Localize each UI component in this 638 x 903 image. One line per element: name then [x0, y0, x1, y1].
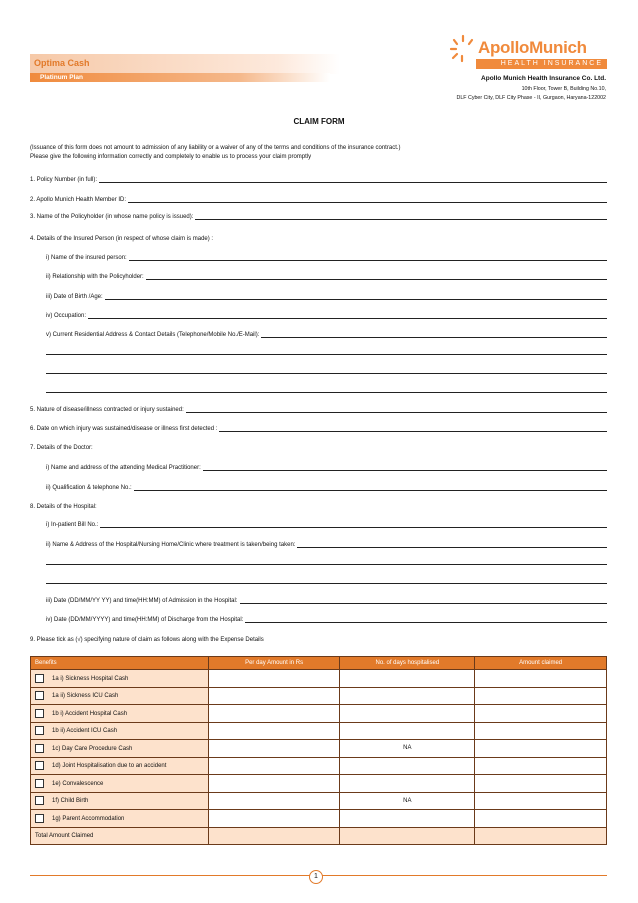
checkbox-icon[interactable] — [35, 761, 44, 770]
days-cell[interactable] — [340, 775, 475, 793]
admission-date-field[interactable] — [46, 594, 607, 604]
hospital-name-line[interactable] — [297, 540, 607, 548]
hospital-details-heading — [30, 500, 97, 510]
doctor-qualification-field[interactable] — [46, 481, 607, 491]
doctor-name-field[interactable] — [46, 461, 607, 471]
per-day-amount-cell[interactable] — [208, 810, 340, 828]
address-contact-label: v) Current Residential Address & Contact Details (Telephone/Mobile No./E-Mail): — [46, 332, 260, 338]
total-cell-1 — [208, 827, 340, 845]
total-amount-cell[interactable] — [475, 827, 607, 845]
table-row — [31, 792, 607, 810]
company-name: Apollo Munich Health Insurance Co. Ltd. — [481, 75, 606, 82]
occupation-label: iv) Occupation: — [46, 313, 87, 319]
address-line-1: 10th Floor, Tower B, Building No.10, — [521, 86, 606, 92]
nature-illness-field[interactable] — [30, 403, 607, 413]
table-row — [31, 687, 607, 705]
policyholder-name-field[interactable] — [30, 210, 607, 220]
hospital-blank-line-2[interactable] — [46, 583, 607, 584]
policy-number-label: 1. Policy Number (in full): — [30, 177, 98, 183]
dob-age-line[interactable] — [105, 292, 607, 300]
injury-date-field[interactable] — [30, 422, 607, 432]
policyholder-name-line[interactable] — [195, 212, 607, 220]
plan-band — [30, 73, 330, 82]
bill-number-field[interactable] — [46, 518, 607, 528]
benefit-label: 1g) Parent Accommodation — [52, 815, 125, 822]
plan-name: Platinum Plan — [40, 74, 83, 81]
address-contact-line[interactable] — [261, 330, 607, 338]
total-cell-2 — [340, 827, 475, 845]
benefit-label: 1b ii) Accident ICU Cash — [52, 728, 118, 735]
days-cell[interactable] — [340, 687, 475, 705]
table-row — [31, 810, 607, 828]
amount-claimed-cell[interactable] — [475, 687, 607, 705]
benefit-label: 1b i) Accident Hospital Cash — [52, 710, 128, 717]
injury-date-line[interactable] — [219, 424, 607, 432]
relationship-line[interactable] — [146, 272, 607, 280]
checkbox-icon[interactable] — [35, 796, 44, 805]
insured-details-heading — [30, 232, 213, 242]
product-name: Optima Cash — [34, 58, 90, 68]
col-benefits: Benefits — [31, 657, 209, 670]
benefit-cell[interactable] — [31, 792, 209, 810]
discharge-date-field[interactable] — [46, 613, 607, 623]
table-row — [31, 705, 607, 723]
per-day-amount-cell[interactable] — [208, 757, 340, 775]
per-day-amount-cell[interactable] — [208, 687, 340, 705]
injury-date-label: 6. Date on which injury was sustained/disease or illness first detected : — [30, 426, 218, 432]
hospital-details-label: 8. Details of the Hospital: — [30, 504, 97, 510]
address-blank-line-2[interactable] — [46, 373, 607, 374]
nature-illness-line[interactable] — [186, 405, 607, 413]
days-cell[interactable] — [340, 705, 475, 723]
amount-claimed-cell[interactable] — [475, 670, 607, 688]
per-day-amount-cell[interactable] — [208, 740, 340, 758]
benefit-cell[interactable] — [31, 722, 209, 740]
insured-name-line[interactable] — [129, 253, 607, 261]
admission-date-line[interactable] — [240, 596, 608, 604]
occupation-field[interactable] — [46, 309, 607, 319]
checkbox-icon[interactable] — [35, 709, 44, 718]
benefit-label: 1e) Convalescence — [52, 780, 104, 787]
form-title: CLAIM FORM — [293, 117, 345, 126]
member-id-label: 2. Apollo Munich Health Member ID: — [30, 197, 127, 203]
days-cell[interactable] — [340, 757, 475, 775]
benefit-cell[interactable] — [31, 687, 209, 705]
checkbox-icon[interactable] — [35, 779, 44, 788]
table-row — [31, 722, 607, 740]
checkbox-icon[interactable] — [35, 744, 44, 753]
table-row — [31, 670, 607, 688]
apollo-sun-logo-icon — [448, 32, 478, 64]
table-row — [31, 740, 607, 758]
doctor-details-heading — [30, 441, 93, 451]
col-days-hospitalised: No. of days hospitalised — [340, 657, 475, 670]
hospital-name-field[interactable] — [46, 538, 607, 548]
discharge-date-line[interactable] — [245, 615, 607, 623]
doctor-details-label: 7. Details of the Doctor: — [30, 445, 93, 451]
expense-table — [30, 656, 607, 845]
hospital-name-label: ii) Name & Address of the Hospital/Nursing Home/Clinic where treatment is taken/being taken: — [46, 542, 296, 548]
note-line-1: (Issuance of this form does not amount to admission of any liability or a waiver of any of the terms and conditions of the insurance contract.) — [30, 145, 401, 151]
benefit-cell[interactable] — [31, 670, 209, 688]
col-amount-claimed: Amount claimed — [475, 657, 607, 670]
claim-nature-heading — [30, 633, 264, 643]
per-day-amount-cell[interactable] — [208, 792, 340, 810]
doctor-qualification-line[interactable] — [134, 483, 607, 491]
bill-number-label: i) In-patient Bill No.: — [46, 522, 99, 528]
amount-claimed-cell[interactable] — [475, 705, 607, 723]
occupation-line[interactable] — [88, 311, 607, 319]
total-row — [31, 827, 607, 845]
table-header-row — [31, 657, 607, 670]
policy-number-line[interactable] — [99, 175, 607, 183]
table-row — [31, 775, 607, 793]
benefit-cell[interactable] — [31, 775, 209, 793]
amount-claimed-cell[interactable] — [475, 757, 607, 775]
benefit-label: 1f) Child Birth — [52, 798, 89, 805]
logo-wordmark: ApolloMunich — [478, 38, 587, 57]
checkbox-icon[interactable] — [35, 726, 44, 735]
total-label: Total Amount Claimed — [31, 827, 209, 845]
relationship-field[interactable] — [46, 270, 607, 280]
days-cell[interactable]: NA — [340, 740, 475, 758]
insured-name-label: i) Name of the insured person: — [46, 255, 127, 261]
benefit-label: 1a i) Sickness Hospital Cash — [52, 675, 129, 682]
relationship-label: ii) Relationship with the Policyholder: — [46, 274, 144, 280]
dob-age-field[interactable] — [46, 290, 607, 300]
col-per-day-amount: Per day Amount in Rs — [208, 657, 340, 670]
logo-tagline: HEALTH INSURANCE — [500, 60, 603, 67]
benefit-label: 1c) Day Care Procedure Cash — [52, 745, 133, 752]
per-day-amount-cell[interactable] — [208, 670, 340, 688]
per-day-amount-cell[interactable] — [208, 722, 340, 740]
address-blank-line-3[interactable] — [46, 392, 607, 393]
amount-claimed-cell[interactable] — [475, 722, 607, 740]
page-number: 1 — [309, 870, 323, 884]
checkbox-icon[interactable] — [35, 674, 44, 683]
checkbox-icon[interactable] — [35, 691, 44, 700]
member-id-field[interactable] — [30, 193, 607, 203]
benefit-label: 1d) Joint Hospitalisation due to an accident — [52, 763, 167, 770]
checkbox-icon[interactable] — [35, 814, 44, 823]
address-contact-field[interactable] — [46, 328, 607, 338]
address-blank-line-1[interactable] — [46, 354, 607, 355]
policyholder-name-label: 3. Name of the Policyholder (in whose name policy is issued): — [30, 214, 194, 220]
benefit-label: 1a ii) Sickness ICU Cash — [52, 693, 119, 700]
per-day-amount-cell[interactable] — [208, 775, 340, 793]
logo-tagline-band — [476, 59, 607, 69]
benefit-cell[interactable] — [31, 740, 209, 758]
benefit-cell[interactable] — [31, 705, 209, 723]
amount-claimed-cell[interactable] — [475, 792, 607, 810]
amount-claimed-cell[interactable] — [475, 775, 607, 793]
insured-details-label: 4. Details of the Insured Person (in respect of whose claim is made) : — [30, 236, 214, 242]
days-cell[interactable] — [340, 670, 475, 688]
table-row — [31, 757, 607, 775]
doctor-name-line[interactable] — [203, 463, 607, 471]
amount-claimed-cell[interactable] — [475, 740, 607, 758]
days-cell[interactable] — [340, 722, 475, 740]
discharge-date-label: iv) Date (DD/MM/YYYY) and time(HH:MM) of Discharge from the Hospital: — [46, 617, 244, 623]
dob-age-label: iii) Date of Birth /Age: — [46, 294, 103, 300]
days-cell[interactable] — [340, 810, 475, 828]
days-cell[interactable]: NA — [340, 792, 475, 810]
admission-date-label: iii) Date (DD/MM/YY YY) and time(HH:MM) of Admission in the Hospital: — [46, 598, 238, 604]
member-id-line[interactable] — [128, 195, 607, 203]
note-line-2: Please give the following information correctly and completely to enable us to process your claim promptly — [30, 154, 312, 160]
doctor-qualification-label: ii) Qualification & telephone No.: — [46, 485, 132, 491]
address-line-2: DLF Cyber City, DLF City Phase - II, Gurgaon, Haryana-122002 — [456, 95, 606, 101]
form-note — [30, 144, 610, 162]
company-address — [457, 85, 606, 103]
per-day-amount-cell[interactable] — [208, 705, 340, 723]
policy-number-field[interactable] — [30, 173, 607, 183]
nature-illness-label: 5. Nature of disease/illness contracted or injury sustained: — [30, 407, 184, 413]
benefit-cell[interactable] — [31, 810, 209, 828]
benefit-cell[interactable] — [31, 757, 209, 775]
bill-number-line[interactable] — [100, 520, 607, 528]
amount-claimed-cell[interactable] — [475, 810, 607, 828]
insured-name-field[interactable] — [46, 251, 607, 261]
claim-nature-label: 9. Please tick as (√) specifying nature of claim as follows along with the Expense Details — [30, 637, 264, 643]
hospital-blank-line-1[interactable] — [46, 564, 607, 565]
doctor-name-label: i) Name and address of the attending Medical Practitioner: — [46, 465, 201, 471]
